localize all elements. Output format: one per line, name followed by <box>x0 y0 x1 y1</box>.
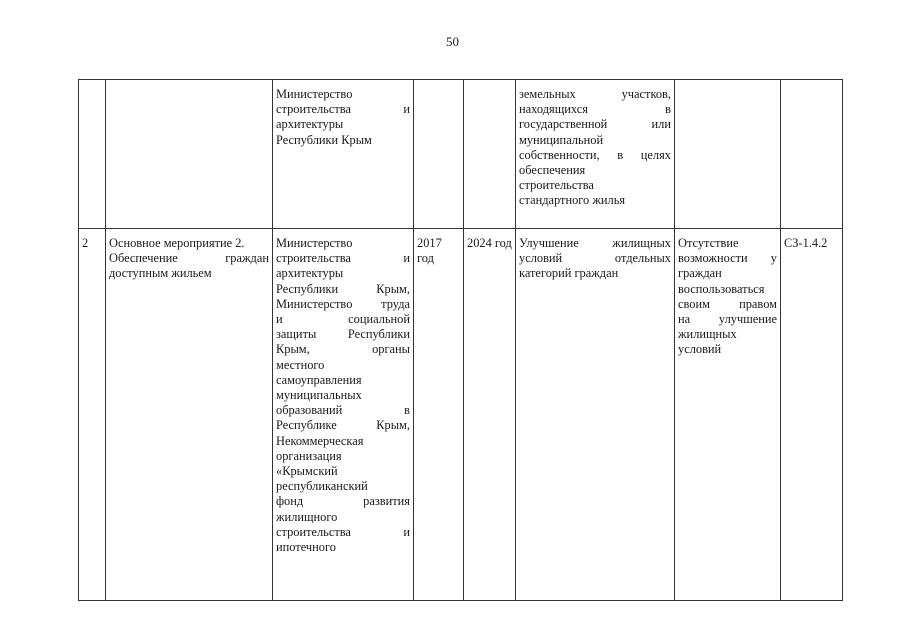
cell-link <box>781 80 843 229</box>
cell-number <box>79 80 106 229</box>
cell-start <box>414 80 464 229</box>
cell-executor: Министерство строительства и архитектуры Республики Крым, Министерство труда и социальной защиты Республики Крым, органы местного самоуправления муниципальных образований в Республике Крым, Некоммерческая организация «Крымский республиканский фонд развития жилищного строительства и ипотечного <box>273 229 414 601</box>
cell-measure: Основное мероприятие 2. Обеспечение граждан доступным жильем <box>106 229 273 601</box>
cell-start: 2017 год <box>414 229 464 601</box>
plan-table <box>78 79 843 601</box>
cell-consequence: Отсутствие возможности у граждан воспользоваться своим правом на улучшение жилищных условий <box>675 229 781 601</box>
cell-number: 2 <box>79 229 106 601</box>
table-row <box>79 229 843 601</box>
cell-end <box>464 80 516 229</box>
page-number: 50 <box>446 34 459 49</box>
cell-link: СЗ-1.4.2 <box>781 229 843 601</box>
cell-consequence <box>675 80 781 229</box>
cell-result: земельных участков, находящихся в государственной или муниципальной собственности, в целях обеспечения строительства стандартного жилья <box>516 80 675 229</box>
cell-end: 2024 год <box>464 229 516 601</box>
cell-measure <box>106 80 273 229</box>
cell-executor: Министерство строительства и архитектуры Республики Крым <box>273 80 414 229</box>
cell-result: Улучшение жилищных условий отдельных категорий граждан <box>516 229 675 601</box>
table-row <box>79 80 843 229</box>
